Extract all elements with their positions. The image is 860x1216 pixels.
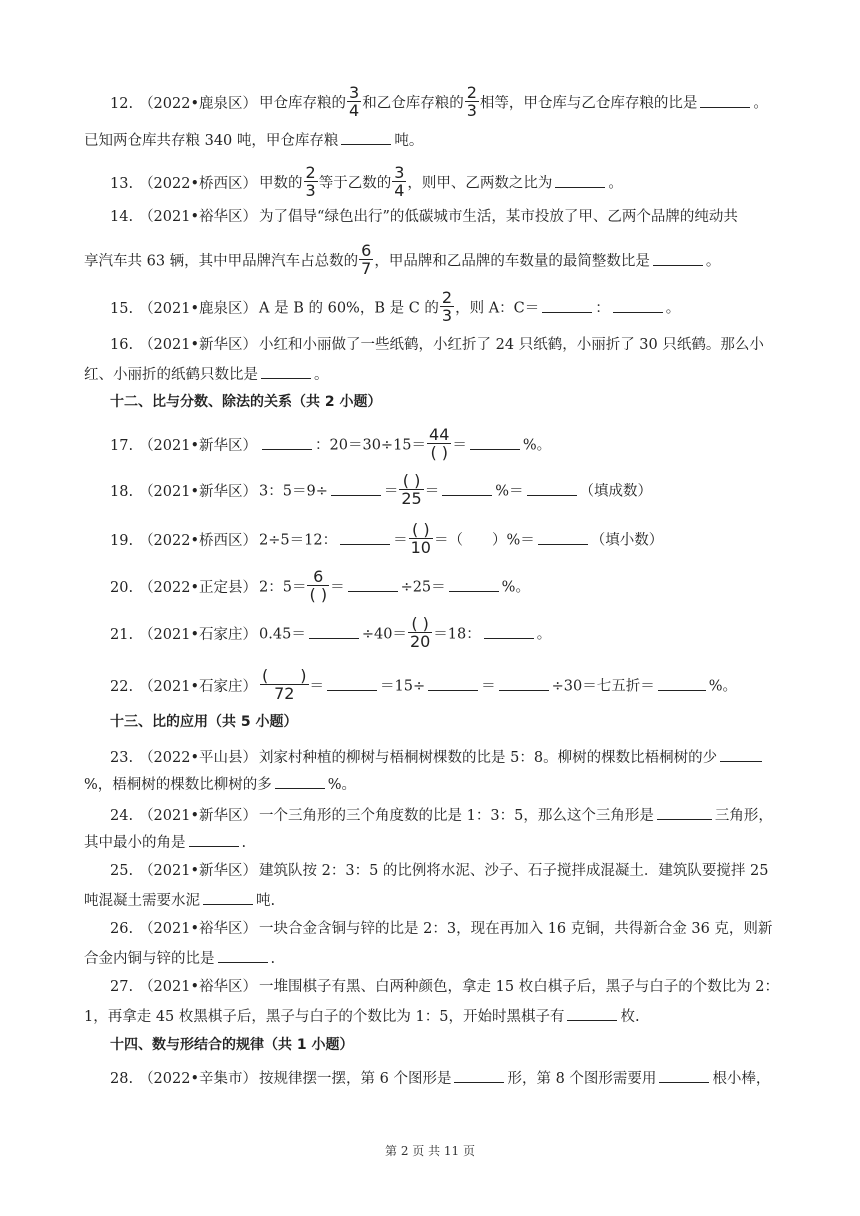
question-text: 甲数的 (259, 175, 303, 192)
question-16 (110, 335, 764, 355)
question-text: 3：5＝9÷ (259, 483, 328, 500)
question-text: 吨混凝土需要水泥 (84, 893, 200, 909)
question-text: 已知两仓库共存粮 340 吨，甲仓库存粮 (84, 133, 339, 149)
answer-blank[interactable] (218, 946, 268, 963)
section-heading: 十四、数与形结合的规律（共 1 小题） (110, 1037, 354, 1053)
answer-blank[interactable] (700, 91, 750, 108)
fraction (260, 667, 309, 702)
question-source: （2021•新华区） (139, 483, 258, 500)
question-text: 形，第 8 个图形需要用 (507, 1071, 657, 1087)
fraction-denominator: 3 (466, 101, 477, 120)
question-26 (110, 919, 772, 939)
fraction-denominator: 25 (401, 489, 422, 508)
question-source: （2021•鹿泉区） (139, 300, 258, 317)
question-text: 。 (314, 367, 329, 383)
question-23 (110, 745, 765, 768)
question-text: ＝ (481, 678, 496, 695)
answer-blank[interactable] (327, 674, 377, 691)
fraction-numerator: 6 (313, 567, 324, 586)
fraction (307, 568, 329, 603)
question-22 (110, 666, 738, 704)
question-text: （填成数） (579, 483, 652, 500)
question-text: 按规律摆一摆，第 6 个图形是 (259, 1071, 452, 1087)
question-text: 0.45＝ (259, 626, 306, 643)
question-source: （2022•鹿泉区） (139, 95, 258, 112)
question-source: （2021•裕华区） (139, 979, 258, 995)
fraction-numerator: 2 (466, 83, 477, 102)
fraction (427, 426, 451, 461)
section-heading: 十三、比的应用（共 5 小题） (110, 714, 298, 730)
question-15 (110, 288, 681, 326)
question-number: 26. (110, 921, 134, 937)
fraction-numerator: 6 (361, 241, 372, 260)
answer-blank[interactable] (653, 249, 703, 266)
question-source: （2021•新华区） (139, 808, 258, 824)
question-number: 25. (110, 863, 134, 879)
answer-blank[interactable] (428, 674, 478, 691)
fraction-denominator: ( ) (430, 443, 449, 462)
question-source: （2021•裕华区） (139, 209, 258, 225)
question-17 (110, 425, 552, 463)
question-source: （2021•新华区） (139, 337, 258, 353)
question-26-line-2 (84, 946, 275, 969)
question-number: 28. (110, 1071, 134, 1087)
question-text: 为了倡导“绿色出行”的低碳城市生活，某市投放了甲、乙两个品牌的纯动共 (259, 209, 738, 225)
question-21 (110, 614, 552, 652)
question-text: 红、小丽折的纸鹤只数比是 (84, 367, 258, 383)
fraction-denominator: ( ) (309, 585, 328, 604)
answer-blank[interactable] (454, 1066, 504, 1083)
answer-blank[interactable] (658, 674, 706, 691)
fraction-numerator: ( ) (262, 666, 307, 685)
question-text: %。 (327, 777, 357, 793)
fraction-denominator: 20 (409, 632, 431, 651)
question-text: %，梧桐树的棵数比柳树的多 (84, 777, 272, 793)
fraction-denominator: 4 (394, 181, 405, 200)
question-27 (110, 977, 779, 997)
page-footer: 第 2 页 共 11 页 (385, 1144, 475, 1158)
question-23-line-2 (84, 772, 356, 795)
question-text: ：20＝30÷15＝ (315, 437, 427, 454)
question-text: %＝ (495, 483, 524, 500)
answer-blank[interactable] (720, 745, 762, 762)
question-number: 19. (110, 532, 134, 549)
question-text: ＝ (424, 483, 440, 500)
question-text: 。 (753, 95, 768, 112)
question-source: （2021•石家庄） (139, 626, 258, 643)
question-text: 一个三角形的三个角度数的比是 1：3：5，那么这个三角形是 (259, 808, 654, 824)
question-number: 21. (110, 626, 134, 643)
question-text: 相等，甲仓库与乙仓库存粮的比是 (479, 95, 698, 112)
question-source: （2021•新华区） (139, 437, 258, 454)
question-text: （填小数） (590, 532, 664, 549)
question-text: ＝ (393, 532, 408, 549)
fraction (399, 472, 423, 507)
question-text: ＝15÷ (380, 678, 426, 695)
question-text: 和乙仓库存粮的 (362, 95, 464, 112)
question-text: 吨. (256, 893, 276, 909)
question-text: 2÷5＝12： (259, 532, 338, 549)
section-heading: 十二、比与分数、除法的关系（共 2 小题） (110, 394, 382, 410)
answer-blank[interactable] (275, 772, 325, 789)
answer-blank[interactable] (203, 888, 253, 905)
question-13 (110, 163, 623, 201)
question-18 (110, 471, 652, 509)
answer-blank[interactable] (262, 433, 312, 450)
fraction (465, 84, 479, 119)
fraction-denominator: 10 (410, 538, 431, 557)
question-number: 13. (110, 175, 134, 192)
question-source: （2022•辛集市） (139, 1071, 258, 1087)
answer-blank[interactable] (470, 433, 520, 450)
fraction-denominator: 72 (274, 684, 295, 703)
question-25-line-2 (84, 888, 275, 911)
question-number: 27. (110, 979, 134, 995)
question-source: （2022•桥西区） (139, 175, 258, 192)
answer-blank[interactable] (341, 128, 391, 145)
question-text: ： (595, 300, 610, 317)
question-number: 23. (110, 750, 134, 766)
question-text: ＝ (452, 437, 467, 454)
question-text: 刘家村种植的柳树与梧桐树棵数的比是 5：8。柳树的棵数比梧桐树的少 (259, 750, 718, 766)
question-source: （2022•桥西区） (139, 532, 258, 549)
question-text: ÷30＝七五折＝ (551, 678, 655, 695)
question-source: （2021•新华区） (139, 863, 258, 879)
fraction-denominator: 3 (305, 181, 316, 200)
question-number: 24. (110, 808, 134, 824)
question-text: 一块合金含铜与锌的比是 2：3，现在再加入 16 克铜，共得新合金 36 克，则新 (259, 921, 773, 937)
question-text: ，甲品牌和乙品牌的车数量的最简整数比是 (374, 253, 650, 270)
question-14-line-2 (84, 241, 721, 279)
answer-blank[interactable] (331, 479, 381, 496)
fraction-numerator: ( ) (402, 471, 421, 490)
fraction-numerator: 3 (349, 83, 360, 102)
fraction-numerator: 2 (305, 163, 316, 182)
question-text: %。 (522, 437, 552, 454)
answer-blank[interactable] (499, 674, 549, 691)
question-20 (110, 567, 530, 605)
question-text: ＝ (330, 579, 345, 596)
question-source: （2021•裕华区） (139, 921, 258, 937)
question-text: ＝18： (433, 626, 481, 643)
answer-blank[interactable] (189, 830, 239, 847)
question-text: ，则 A：C＝ (455, 300, 540, 317)
question-text: ÷40＝ (361, 626, 407, 643)
question-text: %。 (708, 678, 738, 695)
question-number: 18. (110, 483, 134, 500)
answer-blank[interactable] (442, 479, 492, 496)
question-25 (110, 861, 768, 881)
question-28 (110, 1066, 770, 1089)
fraction-denominator: 4 (349, 101, 360, 120)
question-text: ，则甲、乙两数之比为 (407, 175, 553, 192)
question-text: ÷25＝ (400, 579, 446, 596)
question-12 (110, 83, 768, 121)
question-24-line-2 (84, 830, 246, 853)
question-text: 枚. (620, 1009, 640, 1025)
answer-blank[interactable] (527, 479, 577, 496)
question-source: （2022•平山县） (139, 750, 258, 766)
question-text: 建筑队按 2：3：5 的比例将水泥、沙子、石子搅拌成混凝土．建筑队要搅拌 25 (259, 863, 769, 879)
question-text: 根小棒， (712, 1071, 771, 1087)
fraction (440, 289, 454, 324)
question-number: 20. (110, 579, 134, 596)
question-number: 17. (110, 437, 134, 454)
question-text: 三角形， (714, 808, 773, 824)
question-text: ＝（ ）%＝ (433, 532, 535, 549)
question-text: . (270, 951, 276, 967)
question-text: 。 (665, 300, 681, 317)
answer-blank[interactable] (261, 362, 311, 379)
answer-blank[interactable] (567, 1004, 617, 1021)
fraction-numerator: ( ) (411, 520, 430, 539)
answer-blank[interactable] (542, 296, 592, 313)
answer-blank[interactable] (309, 622, 359, 639)
fraction-numerator: 3 (394, 163, 405, 182)
question-text: 其中最小的角是 (84, 835, 186, 851)
question-27-line-2 (84, 1004, 640, 1027)
answer-blank[interactable] (659, 1066, 709, 1083)
answer-blank[interactable] (340, 528, 390, 545)
fraction (347, 84, 361, 119)
question-source: （2022•正定县） (139, 579, 258, 596)
fraction (392, 164, 406, 199)
fraction (409, 521, 433, 556)
fraction (408, 615, 432, 650)
question-19 (110, 520, 664, 558)
question-text: %。 (501, 579, 530, 596)
question-number: 14. (110, 209, 134, 225)
fraction (359, 242, 373, 277)
question-text: 。 (705, 253, 721, 270)
question-number: 12. (110, 95, 134, 112)
question-text: ＝ (383, 483, 399, 500)
answer-blank[interactable] (538, 528, 588, 545)
question-text: 。 (608, 175, 623, 192)
question-24 (110, 803, 773, 826)
question-text: 2：5＝ (259, 579, 307, 596)
fraction-numerator: 2 (441, 288, 453, 307)
question-text: 一堆围棋子有黑、白两种颜色，拿走 15 枚白棋子后，黑子与白子的个数比为 2： (259, 979, 780, 995)
question-text: 合金内铜与锌的比是 (84, 951, 215, 967)
question-number: 16. (110, 337, 134, 353)
fraction-denominator: 3 (441, 306, 453, 325)
answer-blank[interactable] (484, 622, 534, 639)
question-source: （2021•石家庄） (139, 678, 258, 695)
question-text: A 是 B 的 60%，B 是 C 的 (259, 300, 439, 317)
answer-blank[interactable] (348, 575, 398, 592)
question-text: 。 (536, 626, 552, 643)
question-text: 享汽车共 63 辆，其中甲品牌汽车占总数的 (84, 253, 359, 270)
fraction-denominator: 7 (361, 259, 372, 278)
answer-blank[interactable] (555, 171, 605, 188)
answer-blank[interactable] (657, 803, 712, 820)
question-text: 等于乙数的 (318, 175, 392, 192)
fraction-numerator: ( ) (411, 614, 429, 633)
question-text: 甲仓库存粮的 (259, 95, 347, 112)
fraction (304, 164, 318, 199)
question-12-line-2 (84, 128, 423, 151)
question-number: 15. (110, 300, 134, 317)
question-16-line-2 (84, 362, 329, 385)
question-text: 1，再拿走 45 枚黑棋子后，黑子与白子的个数比为 1：5，开始时黑棋子有 (84, 1009, 565, 1025)
answer-blank[interactable] (449, 575, 499, 592)
question-text: 吨。 (394, 133, 424, 149)
answer-blank[interactable] (613, 296, 663, 313)
question-number: 22. (110, 678, 134, 695)
question-text: . (241, 835, 247, 851)
question-text: ＝ (309, 678, 325, 695)
fraction-numerator: 44 (429, 425, 450, 444)
question-14 (110, 207, 738, 227)
question-text: 小红和小丽做了一些纸鹤，小红折了 24 只纸鹤，小丽折了 30 只纸鹤。那么小 (259, 337, 764, 353)
